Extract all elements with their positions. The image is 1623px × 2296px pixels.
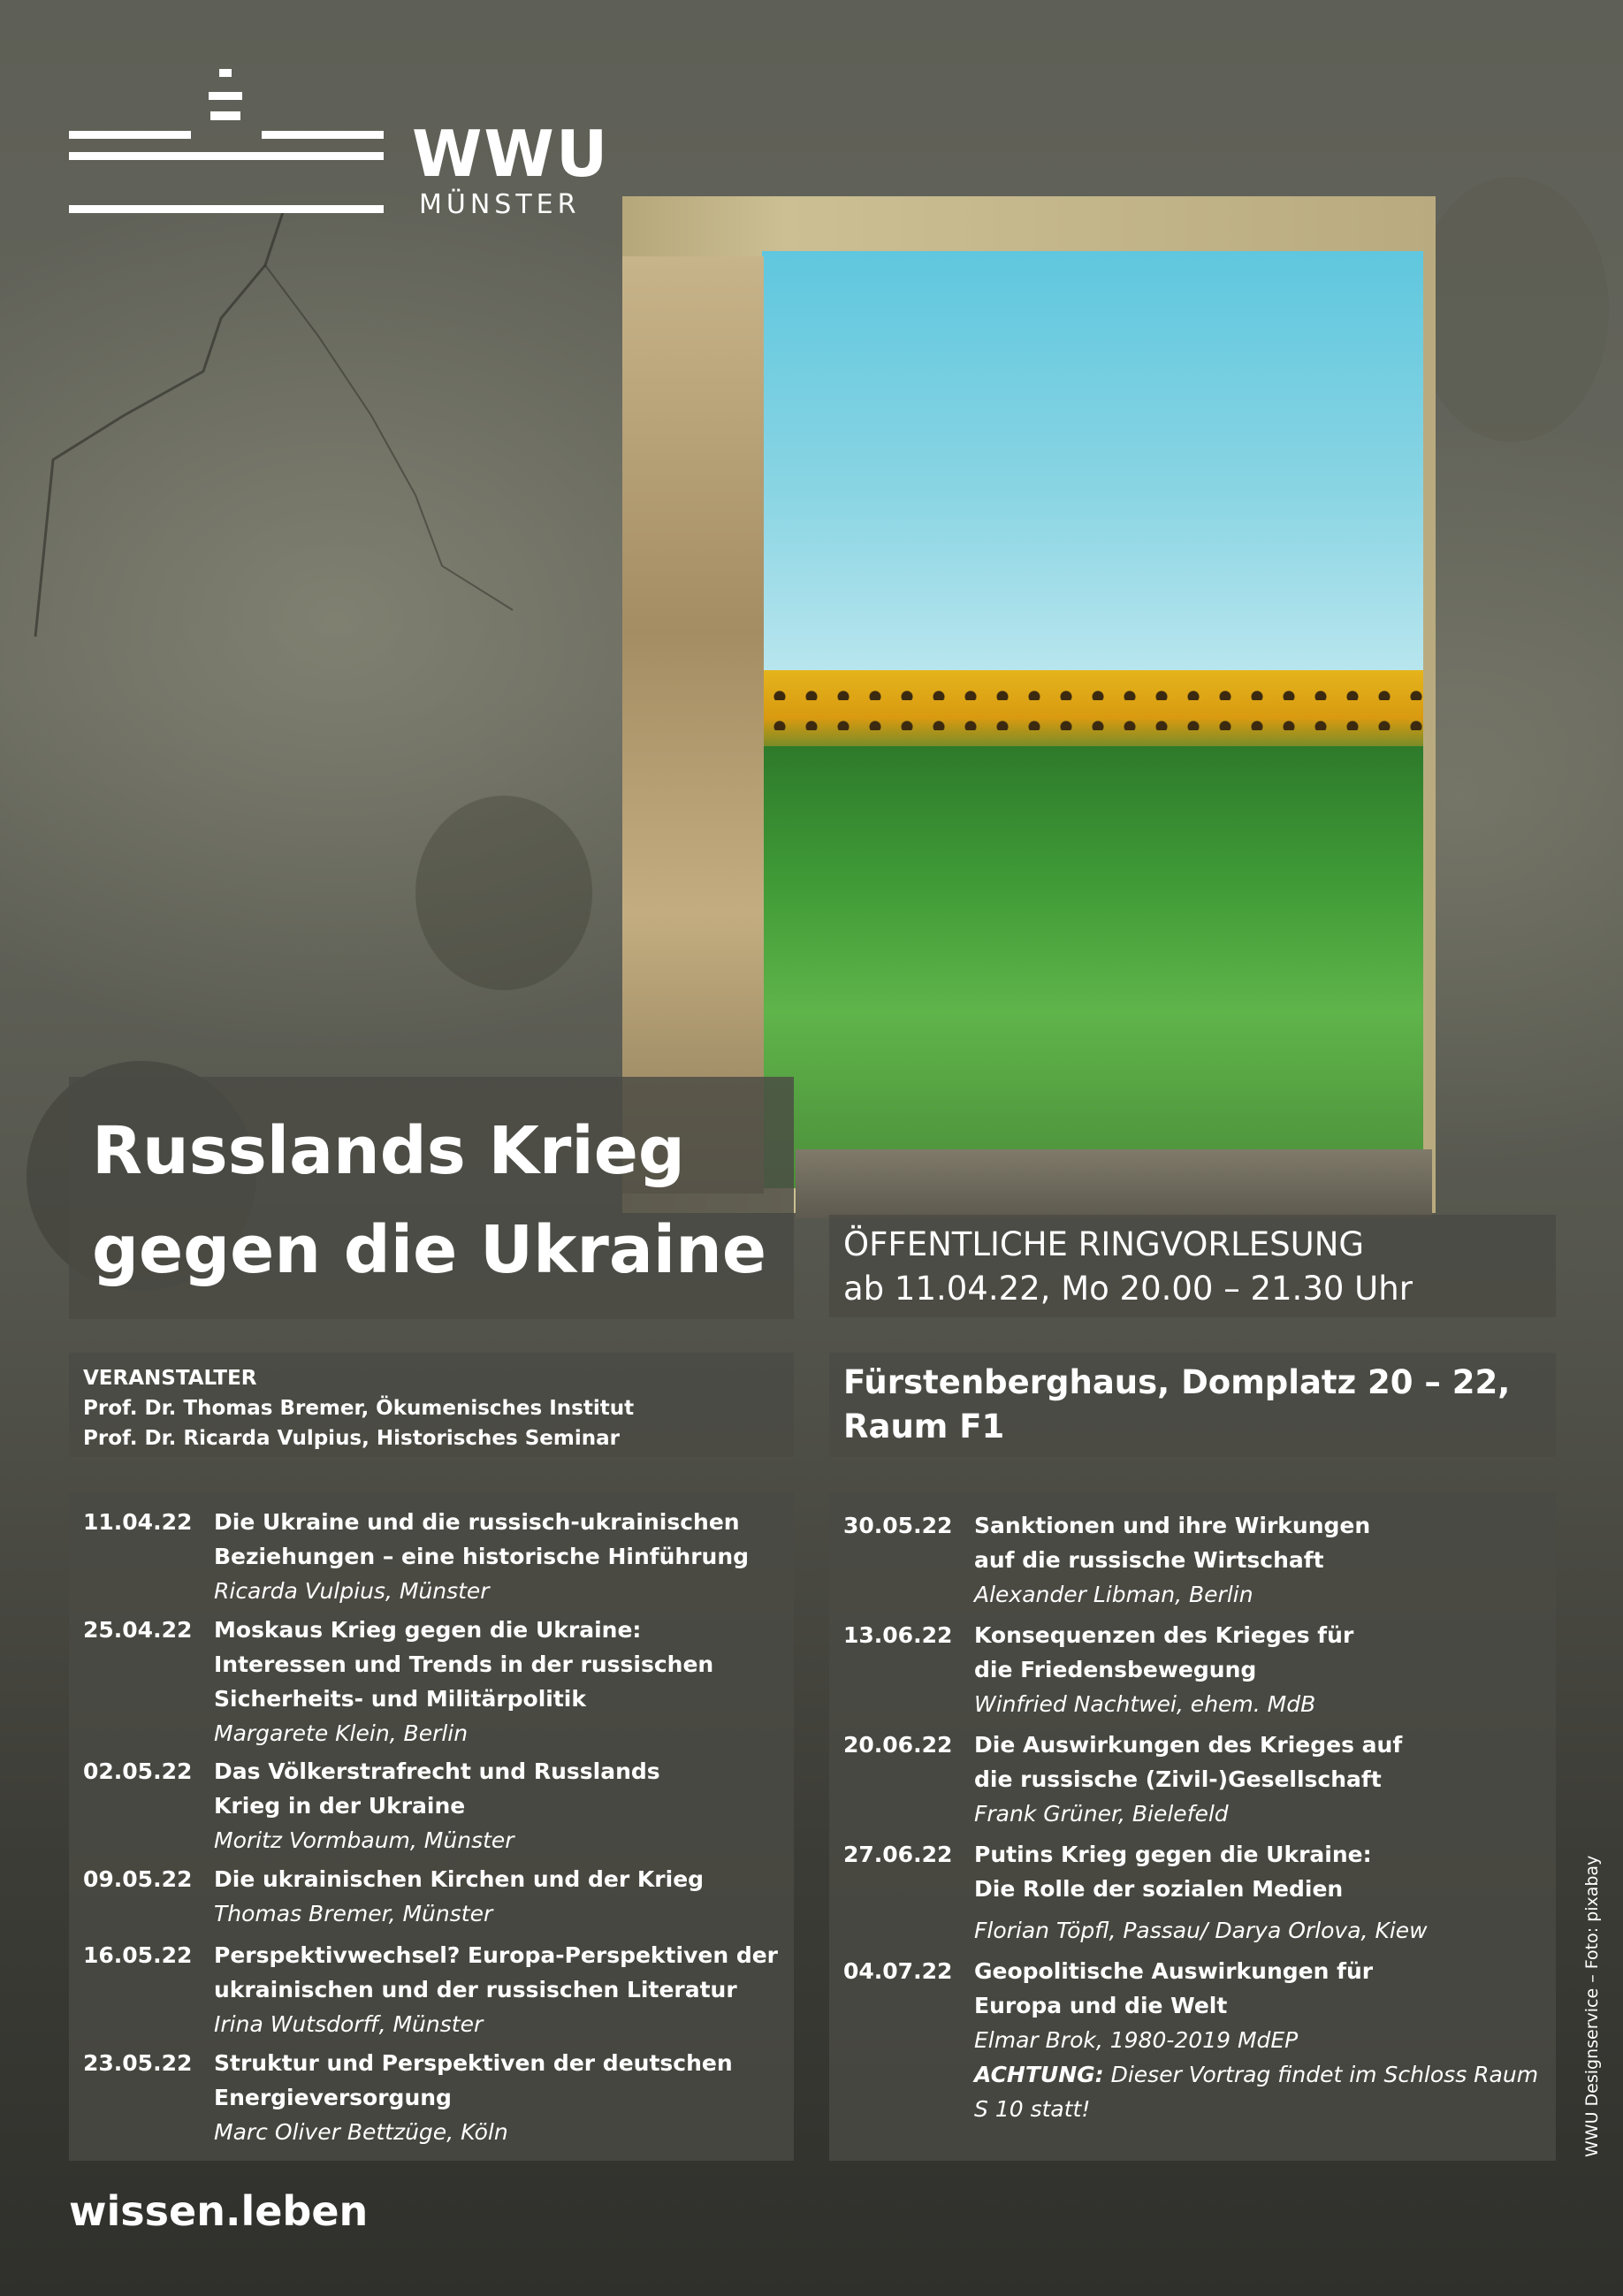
schedule-left [69, 1492, 794, 2161]
wwu-logo [69, 64, 387, 223]
lecture-topic: Sanktionen und ihre Wirkungen auf die russische Wirtschaft [974, 1513, 1371, 1573]
schedule-right [829, 1492, 1556, 2161]
lecture-speaker: Winfried Nachtwei, ehem. MdB [974, 1691, 1316, 1717]
lecture-date: 02.05.22 [83, 1758, 193, 1784]
lecture-topic: Konsequenzen des Krieges für die Friedensbewegung [974, 1622, 1354, 1682]
lecture-date: 27.06.22 [843, 1842, 953, 1867]
lecture-date: 11.04.22 [83, 1509, 193, 1535]
lecture-speaker: Elmar Brok, 1980-2019 MdEP [974, 2027, 1299, 2053]
organizer-person: Prof. Dr. Ricarda Vulpius, Historisches Seminar [83, 1427, 620, 1450]
photo-credit: WWU Designservice – Foto: pixabay [1582, 1855, 1602, 2157]
lecture-topic: Struktur und Perspektiven der deutschen Energieversorgung [214, 2050, 733, 2110]
footer-slogan: wissen.leben [69, 2187, 369, 2235]
lecture-notice [974, 2057, 1540, 2126]
ringvorlesung-time: ab 11.04.22, Mo 20.00 – 21.30 Uhr [843, 1270, 1413, 1308]
organizer-person: Prof. Dr. Thomas Bremer, Ökumenisches Institut [83, 1397, 635, 1420]
logo-bar [69, 131, 191, 139]
lecture-date: 04.07.22 [843, 1958, 953, 1984]
lecture-topic: Das Völkerstrafrecht und Russlands Krieg in der Ukraine [214, 1758, 660, 1819]
window-view-image [762, 251, 1423, 1188]
lecture-topic: Die Auswirkungen des Krieges auf die russische (Zivil-)Gesellschaft [974, 1732, 1403, 1792]
logo-bar [69, 152, 384, 160]
venue-room: Raum F1 [843, 1407, 1005, 1445]
lecture-topic: Perspektivwechsel? Europa-Perspektiven der ukrainischen und der russischen Literatur [214, 1942, 779, 2002]
lecture-topic: Putins Krieg gegen die Ukraine: Die Rolle der sozialen Medien [974, 1842, 1372, 1902]
window-reveal [622, 256, 764, 1194]
logo-bar [209, 92, 242, 100]
logo-bar [219, 69, 232, 77]
lecture-topic: Geopolitische Auswirkungen für Europa und die Welt [974, 1958, 1374, 2018]
notice-label: ACHTUNG: [974, 2062, 1104, 2087]
logo-bar [69, 205, 384, 213]
ringvorlesung-label: ÖFFENTLICHE RINGVORLESUNG [843, 1225, 1365, 1263]
ringvorlesung-box [829, 1215, 1556, 1317]
organizer-box [69, 1353, 794, 1457]
lecture-date: 30.05.22 [843, 1513, 953, 1538]
logo-subtitle: MÜNSTER [419, 189, 581, 220]
logo-wordmark: WWU [412, 117, 610, 191]
sky [762, 251, 1423, 675]
lecture-speaker: Margarete Klein, Berlin [214, 1720, 469, 1746]
lecture-date: 23.05.22 [83, 2050, 193, 2076]
lecture-speaker: Florian Töpfl, Passau/ Darya Orlova, Kiew [974, 1918, 1428, 1943]
lecture-speaker: Thomas Bremer, Münster [214, 1901, 493, 1926]
grass-field [762, 746, 1423, 1188]
venue-box [829, 1353, 1556, 1457]
lecture-date: 20.06.22 [843, 1732, 953, 1758]
lecture-speaker: Marc Oliver Bettzüge, Köln [214, 2119, 508, 2145]
lecture-date: 25.04.22 [83, 1617, 193, 1643]
sunflower-field [762, 670, 1423, 750]
organizer-label: VERANSTALTER [83, 1367, 257, 1390]
lecture-speaker: Irina Wutsdorff, Münster [214, 2011, 484, 2037]
lecture-speaker: Ricarda Vulpius, Münster [214, 1578, 490, 1604]
lecture-speaker: Alexander Libman, Berlin [974, 1582, 1253, 1607]
lecture-speaker: Moritz Vormbaum, Münster [214, 1827, 514, 1853]
poster-title: Russlands Krieg gegen die Ukraine [92, 1113, 767, 1288]
lecture-topic: Die ukrainischen Kirchen und der Krieg [214, 1866, 705, 1892]
venue-address: Fürstenberghaus, Domplatz 20 – 22, [843, 1363, 1511, 1401]
lecture-date: 16.05.22 [83, 1942, 193, 1968]
lecture-date: 09.05.22 [83, 1866, 193, 1892]
lecture-topic: Die Ukraine und die russisch-ukrainischen Beziehungen – eine historische Hinführung [214, 1509, 750, 1569]
lecture-date: 13.06.22 [843, 1622, 953, 1648]
logo-bar [210, 111, 240, 120]
notice-text: Dieser Vortrag findet im Schloss Raum S 10 statt! [974, 2062, 1539, 2122]
lecture-speaker: Frank Grüner, Bielefeld [974, 1801, 1229, 1827]
lecture-topic: Moskaus Krieg gegen die Ukraine: Interessen und Trends in der russischen Sicherheits- und Militärpolitik [214, 1617, 714, 1712]
window-sill [796, 1149, 1432, 1218]
title-box [69, 1077, 794, 1319]
logo-bar [262, 131, 384, 139]
